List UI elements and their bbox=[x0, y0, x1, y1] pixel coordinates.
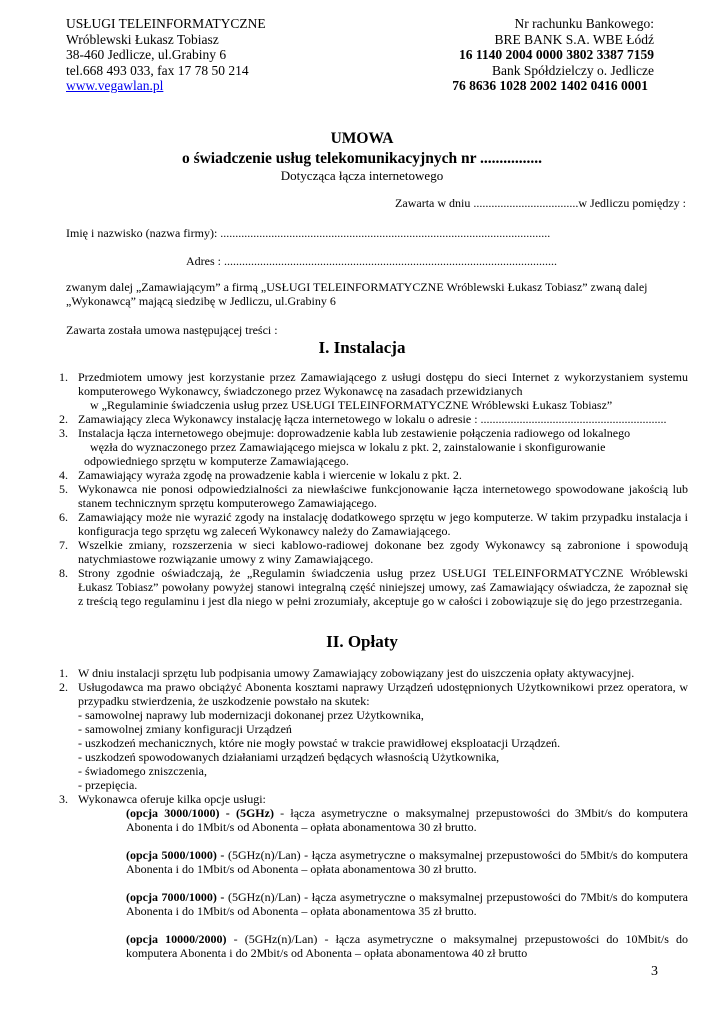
service-option: (opcja 7000/1000) - (5GHz(n)/Lan) - łącza asymetryczne o maksymalnej przepustowości do 7Mbit/s do komputera Abonenta i do 1Mbit/s od Abonenta – opłata abonamentowa 35 zł brutto. bbox=[126, 890, 688, 918]
owner-name: Wróblewski Łukasz Tobiasz bbox=[66, 31, 219, 47]
damage-cause: - przepięcia. bbox=[78, 778, 138, 792]
company-header bbox=[66, 16, 266, 94]
service-option: (opcja 10000/2000) - (5GHz(n)/Lan) - łącza asymetryczne o maksymalnej przepustowości do 10Mbit/s do komputera Abonenta i do 2Mbit/s od Abonenta – opłata abonamentowa 40 zł brutto bbox=[126, 932, 688, 960]
section-installation-heading: I. Instalacja bbox=[318, 338, 406, 357]
bank1-account: 16 1140 2004 0000 3802 3387 7159 bbox=[458, 47, 654, 62]
bank2-account: 76 8636 1028 2002 1402 0416 0001 bbox=[452, 78, 648, 93]
list-item: 1. Przedmiotem umowy jest korzystanie przez Zamawiającego z usługi dostępu do sieci Internet z wykorzystaniem systemu komputerowego Wykonawcy, świadczonego przez Wykonawcę na zasadach przewidzianych w „Regulaminie świadczenia usług przez USŁUGI TELEINFORMATYCZNE Wróblewski Łukasz Tobiasz” bbox=[59, 370, 688, 412]
damage-cause: - uszkodzeń spowodowanych działaniami urządzeń będących własnością Użytkownika, bbox=[78, 750, 500, 764]
installation-list bbox=[50, 370, 688, 608]
fees-list bbox=[50, 666, 688, 960]
page-number: 3 bbox=[651, 964, 658, 979]
damage-cause: - samowolnej naprawy lub modernizacji dokonanej przez Użytkownika, bbox=[78, 708, 424, 722]
content-intro: Zawarta została umowa następującej treści : bbox=[66, 323, 278, 337]
contract-title: UMOWA bbox=[330, 130, 394, 147]
list-item: 5. Wykonawca nie ponosi odpowiedzialności za niewłaściwe funkcjonowanie łącza internetowego spowodowane jakością lub stanem technicznym sprzętu komputerowego Zamawiającego. bbox=[59, 482, 688, 510]
list-item: 1. W dniu instalacji sprzętu lub podpisania umowy Zamawiający zobowiązany jest do uiszczenia opłaty aktywacyjnej. bbox=[59, 666, 635, 680]
website-link[interactable]: www.vegawlan.pl bbox=[66, 78, 164, 93]
list-item: 2. Usługodawca ma prawo obciążyć Abonenta kosztami naprawy Urządzeń udostępnionych Użytkownikowi przez operatora, w przypadku stwierdzenia, że uszkodzenie powstało na skutek: - samowolnej naprawy lub modernizacji dokonanej przez Użytkownika, - samowolnej zmiany konfiguracji Urządzeń - uszkodzeń mechanicznych, które nie mogły powstać w trakcie prawidłowej eksploatacji Urządzeń. - uszkodzeń spowodowanych działaniami urządzeń będących własnością Użytkownika, - świadomego zniszczenia, - przepięcia. bbox=[59, 680, 688, 792]
list-item: 3. Instalacja łącza internetowego obejmuje: doprowadzenie kabla lub zestawienie połączenia radiowego od lokalnego węzła do wyznaczonego przez Zamawiającego miejsca w lokalu z pkt. 2, zainstalowanie i skonfigurowanie odpowiedniego sprzętu w komputerze Zamawiającego. bbox=[59, 426, 631, 468]
service-option: (opcja 5000/1000) - (5GHz(n)/Lan) - łącza asymetryczne o maksymalnej przepustowości do 5Mbit/s do komputera Abonenta i do 1Mbit/s od Abonenta – opłata abonamentowa 30 zł brutto. bbox=[126, 848, 688, 876]
bank-label: Nr rachunku Bankowego: bbox=[514, 16, 654, 31]
parties-line-2: „Wykonawcą” mającą siedzibę w Jedliczu, ul.Grabiny 6 bbox=[66, 294, 336, 308]
company-phone: tel.668 493 033, fax 17 78 50 214 bbox=[66, 62, 249, 78]
company-name: USŁUGI TELEINFORMATYCZNE bbox=[66, 16, 266, 31]
bank-header bbox=[452, 16, 654, 94]
list-item: 2. Zamawiający zleca Wykonawcy instalację łącza internetowego w lokalu o adresie : .............................................................. bbox=[59, 412, 667, 426]
list-item: 7. Wszelkie zmiany, rozszerzenia w sieci kablowo-radiowej dokonane bez zgody Wykonawcy są zabronione i spowodują natychmiastowe rozwiązanie umowy z winy Zamawiającego. bbox=[59, 538, 688, 566]
service-option: (opcja 3000/1000) - (5GHz) - łącza asymetryczne o maksymalnej przepustowości do 3Mbit/s do komputera Abonenta i do 1Mbit/s od Abonenta – opłata abonamentowa 30 zł brutto. bbox=[126, 806, 688, 834]
list-item: 8. Strony zgodnie oświadczają, że „Regulamin świadczenia usług przez USŁUGI TELEINFORMATYCZNE Wróblewski Łukasz Tobiasz” powołany powyżej stanowi integralną część niniejszej umowy, zaś Zamawiający oświadcza, że zapoznał się z treścią tego regulaminu i jest dla niego w pełni zrozumiały, akceptuje go w całości i zobowiązuje się do jego przestrzegania. bbox=[59, 566, 688, 608]
list-item: 6. Zamawiający może nie wyrazić zgody na instalację dodatkowego sprzętu w jego komputerze. W takim przypadku instalacja i konfiguracja tego sprzętu wg zaleceń Wykonawcy należy do Zamawiającego. bbox=[59, 510, 688, 538]
section-fees-heading: II. Opłaty bbox=[326, 632, 398, 651]
contract-description: Dotycząca łącza internetowego bbox=[280, 168, 444, 183]
list-item: 4. Zamawiający wyraża zgodę na prowadzenie kabla i wiercenie w lokalu z pkt. 2. bbox=[59, 468, 462, 482]
client-name-line: Imię i nazwisko (nazwa firmy): .............................................................................................................. bbox=[66, 226, 551, 240]
list-item: 3. Wykonawca oferuje kilka opcje usługi: (opcja 3000/1000) - (5GHz) - łącza asymetryczne o maksymalnej przepustowości do 3Mbit/s do komputera Abonenta i do 1Mbit/s od Abonenta – opłata abonamentowa 30 zł brutto. (opcja 5000/1000) - (5GHz(n)/Lan) - łącza asymetryczne o maksymalnej przepustowości do 5Mbit/s do komputera Abonenta i do 1Mbit/s od Abonenta – opłata abonamentowa 30 zł brutto. (opcja 7000/1000) - (5GHz(n)/Lan) - łącza asymetryczne o maksymalnej przepustowości do 7Mbit/s do komputera Abonenta i do 1Mbit/s od Abonenta – opłata abonamentowa 35 zł brutto. (opcja 10000/2000) - (5GHz(n)/Lan) - łącza asymetryczne o maksymalnej przepustowości do 10Mbit/s do komputera Abonenta i do 2Mbit/s od Abonenta – opłata abonamentowa 40 zł brutto bbox=[59, 792, 688, 960]
damage-cause: - uszkodzeń mechanicznych, które nie mogły powstać w trakcie prawidłowej eksploatacji Urządzeń. bbox=[78, 736, 561, 750]
client-address-line: Adres : ............................................................................................................... bbox=[186, 254, 557, 268]
bank2-name: Bank Spółdzielczy o. Jedlicze bbox=[492, 62, 654, 78]
damage-cause: - świadomego zniszczenia, bbox=[78, 764, 207, 778]
contract-subtitle: o świadczenie usług telekomunikacyjnych nr ................ bbox=[181, 150, 543, 167]
parties-line-1: zwanym dalej „Zamawiającym” a firmą „USŁUGI TELEINFORMATYCZNE Wróblewski Łukasz Tobiasz” zwaną dalej bbox=[66, 280, 648, 294]
parties-paragraph bbox=[66, 280, 688, 308]
bank1-name: BRE BANK S.A. WBE Łódź bbox=[494, 31, 654, 47]
damage-cause: - samowolnej zmiany konfiguracji Urządzeń bbox=[78, 722, 292, 736]
company-address: 38-460 Jedlicze, ul.Grabiny 6 bbox=[66, 47, 227, 62]
concluded-date-line: Zawarta w dniu ...................................w Jedliczu pomiędzy : bbox=[395, 196, 686, 210]
